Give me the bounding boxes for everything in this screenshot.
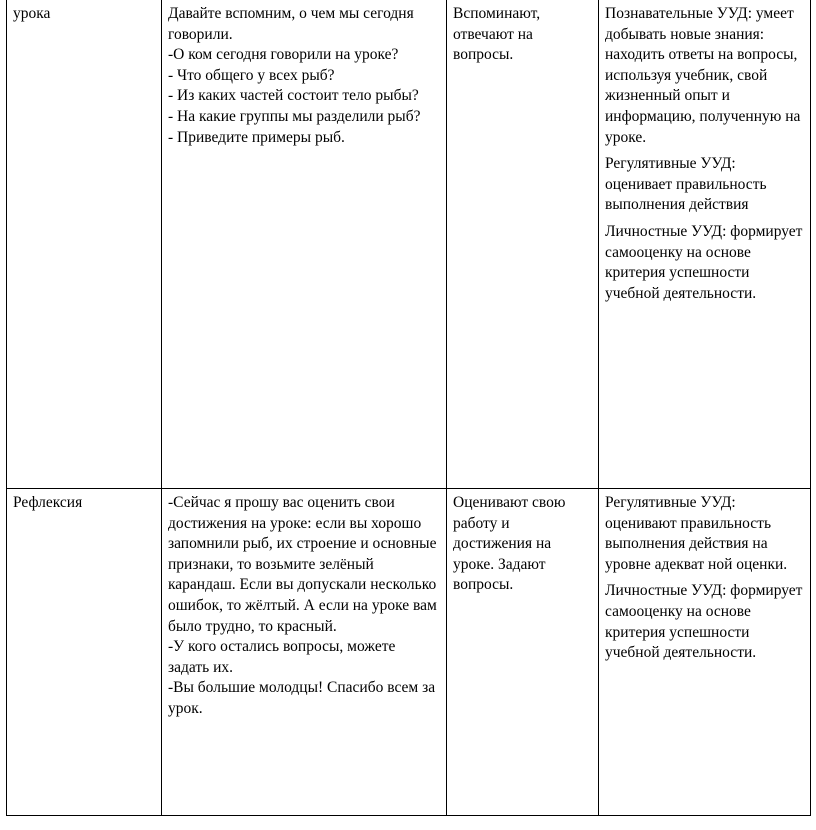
- uud-block: Познавательные УУД: умеет добывать новые знания: находить ответы на вопросы, используя учебник, свой жизненный опыт и информацию, полученную на уроке.: [605, 5, 801, 146]
- teacher-line: -Вы большие молодцы! Спасибо всем за урок.: [168, 679, 436, 718]
- table-row: [7, 489, 811, 816]
- teacher-line: - На какие группы мы разделили рыб?: [168, 108, 421, 126]
- cell-teacher-activity: [162, 489, 447, 816]
- teacher-line: -О ком сегодня говорили на уроке?: [168, 46, 399, 64]
- cell-student-activity: [447, 489, 599, 816]
- cell-teacher-activity: [162, 0, 447, 489]
- cell-stage: [7, 0, 162, 489]
- lesson-plan-table: [6, 0, 811, 816]
- cell-stage: [7, 489, 162, 816]
- student-activity-text: Оценивают свою работу и достижения на уроке. Задают вопросы.: [453, 494, 566, 594]
- teacher-line: - Что общего у всех рыб?: [168, 66, 335, 84]
- stage-label: урока: [13, 5, 51, 22]
- uud-block: Личностные УУД: формирует самооценку на основе критерия успешности учебной деятельности.: [605, 223, 803, 302]
- uud-block: Личностные УУД: формирует самооценку на основе критерия успешности учебной деятельности.: [605, 582, 803, 662]
- teacher-line: - Приведите примеры рыб.: [168, 128, 345, 146]
- uud-block: Регулятивные УУД: оценивают правильность выполнения действия на уровне адекват ной оценки.: [605, 494, 788, 573]
- table-row: [7, 0, 811, 489]
- teacher-line: - Из каких частей состоит тело рыбы?: [168, 87, 419, 105]
- stage-label: Рефлексия: [13, 494, 83, 511]
- cell-uud: [599, 0, 811, 489]
- teacher-line: -Сейчас я прошу вас оценить свои достижения на уроке: если вы хорошо запомнили рыб, их строение и основные признаки, то возьмите зелёный карандаш. Если вы допускали несколько ошибок, то жёлтый. А если на уроке вам было трудно, то красный.: [168, 494, 437, 635]
- teacher-line: -У кого остались вопросы, можете задать их.: [168, 638, 396, 676]
- student-activity-text: Вспоминают, отвечают на вопросы.: [453, 5, 541, 64]
- teacher-line: Давайте вспомним, о чем мы сегодня говорили.: [168, 5, 414, 43]
- cell-uud: [599, 489, 811, 816]
- uud-block: Регулятивные УУД: оценивает правильность выполнения действия: [605, 155, 767, 214]
- cell-student-activity: [447, 0, 599, 489]
